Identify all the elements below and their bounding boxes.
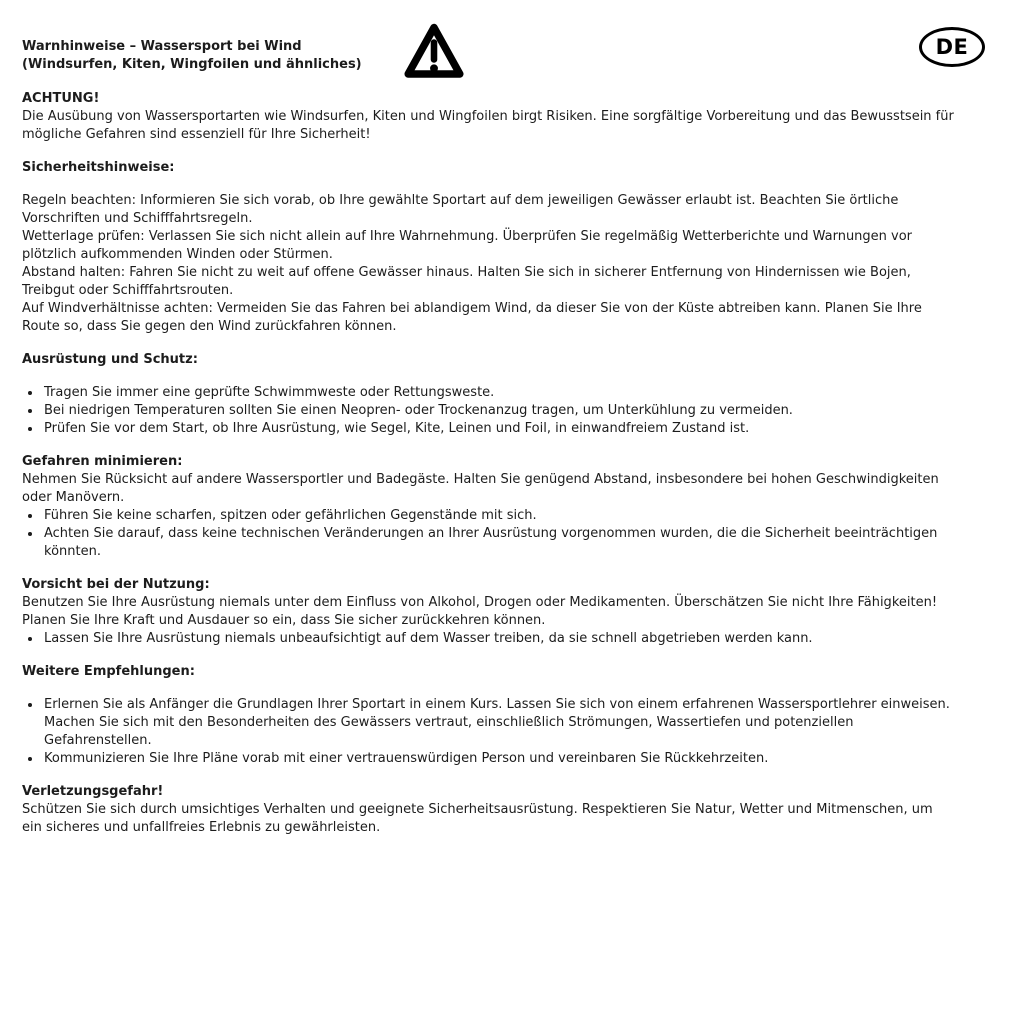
injury-paragraph: Schützen Sie sich durch umsichtiges Verhalten und geeignete Sicherheitsausrüstung. Respektieren Sie Natur, Wetter und Mitmenschen, um ein sicheres und unfallfreies Erlebnis zu gewährleisten.: [22, 802, 933, 835]
list-item: • Bei niedrigen Temperaturen sollten Sie einen Neopren- oder Trockenanzug tragen, um Unterkühlung zu vermeiden.: [42, 402, 956, 420]
hazards-list: [22, 507, 956, 561]
document-body: [22, 90, 956, 837]
safety-heading: Sicherheitshinweise:: [22, 160, 175, 175]
document-header: [22, 35, 969, 74]
page-title-line-1: Warnhinweise – Wassersport bei Wind: [22, 39, 302, 54]
recommendation-course: • Erlernen Sie als Anfänger die Grundlagen Ihrer Sportart in einem Kurs. Lassen Sie sich von einem erfahrenen Wassersportlehrer einweisen.: [44, 697, 950, 712]
safety-items: [22, 192, 956, 336]
language-badge: [919, 27, 985, 67]
language-badge-label: DE: [935, 35, 969, 59]
section-recommendations: [22, 663, 956, 768]
list-item: • Achten Sie darauf, dass keine technischen Veränderungen an Ihrer Ausrüstung vorgenommen wurden, die die Sicherheit beeinträchtigen könnten.: [42, 525, 956, 561]
section-injury-risk: [22, 783, 956, 837]
page-title: [22, 38, 956, 74]
recommendation-waters: Machen Sie sich mit den Besonderheiten des Gewässers vertraut, einschließlich Strömungen, Wassertiefen und potenziellen Gefahrenstellen.: [44, 715, 854, 748]
safety-item-wind: Auf Windverhältnisse achten: Vermeiden Sie das Fahren bei ablandigem Wind, da dieser Sie von der Küste abtreiben kann. Planen Sie Ihre Route so, dass Sie gegen den Wind zurückfahren können.: [22, 301, 922, 334]
list-item: • Prüfen Sie vor dem Start, ob Ihre Ausrüstung, wie Segel, Kite, Leinen und Foil, in einwandfreiem Zustand ist.: [42, 420, 956, 438]
attention-paragraph: Die Ausübung von Wassersportarten wie Windsurfen, Kiten und Wingfoilen birgt Risiken. Eine sorgfältige Vorbereitung und das Bewusstsein für mögliche Gefahren sind essenziell für Ihre Sicherheit!: [22, 109, 954, 142]
hazards-heading: Gefahren minimieren:: [22, 454, 183, 469]
equipment-list: [22, 384, 956, 438]
list-item: • Kommunizieren Sie Ihre Pläne vorab mit einer vertrauenswürdigen Person und vereinbaren Sie Rückkehrzeiten.: [42, 750, 956, 768]
equipment-heading: Ausrüstung und Schutz:: [22, 352, 198, 367]
recommendations-list: [22, 696, 956, 768]
section-attention: [22, 90, 956, 144]
hazards-intro: Nehmen Sie Rücksicht auf andere Wassersportler und Badegäste. Halten Sie genügend Abstand, insbesondere bei hohen Geschwindigkeiten oder Manövern.: [22, 472, 939, 505]
list-item: • Lassen Sie Ihre Ausrüstung niemals unbeaufsichtigt auf dem Wasser treiben, da sie schnell abgetrieben werden kann.: [42, 630, 956, 648]
section-safety-notes: [22, 159, 956, 336]
caution-heading: Vorsicht bei der Nutzung:: [22, 577, 210, 592]
list-item: • Führen Sie keine scharfen, spitzen oder gefährlichen Gegenstände mit sich.: [42, 507, 956, 525]
list-item: • Tragen Sie immer eine geprüfte Schwimmweste oder Rettungsweste.: [42, 384, 956, 402]
page-title-line-2: (Windsurfen, Kiten, Wingfoilen und ähnliches): [22, 57, 362, 72]
section-minimize-hazards: [22, 453, 956, 561]
safety-item-weather: Wetterlage prüfen: Verlassen Sie sich nicht allein auf Ihre Wahrnehmung. Überprüfen Sie regelmäßig Wetterberichte und Warnungen vor plötzlich aufkommenden Winden oder Stürmen.: [22, 229, 913, 262]
recommendations-heading: Weitere Empfehlungen:: [22, 664, 195, 679]
section-caution: [22, 576, 956, 648]
attention-heading: ACHTUNG!: [22, 91, 100, 106]
safety-item-rules: Regeln beachten: Informieren Sie sich vorab, ob Ihre gewählte Sportart auf dem jeweiligen Gewässer erlaubt ist. Beachten Sie örtliche Vorschriften und Schifffahrtsregeln.: [22, 193, 899, 226]
caution-intro: Benutzen Sie Ihre Ausrüstung niemals unter dem Einfluss von Alkohol, Drogen oder Medikamenten. Überschätzen Sie nicht Ihre Fähigkeiten! Planen Sie Ihre Kraft und Ausdauer so ein, dass Sie sicher zurückkehren können.: [22, 595, 938, 628]
caution-list: [22, 630, 956, 648]
warning-triangle-icon: [404, 22, 464, 80]
injury-heading: Verletzungsgefahr!: [22, 784, 164, 799]
section-equipment: [22, 351, 956, 438]
safety-item-distance: Abstand halten: Fahren Sie nicht zu weit auf offene Gewässer hinaus. Halten Sie sich in sicherer Entfernung von Hindernissen wie Bojen, Treibgut oder Schifffahrtsrouten.: [22, 265, 911, 298]
list-item: [42, 696, 956, 750]
